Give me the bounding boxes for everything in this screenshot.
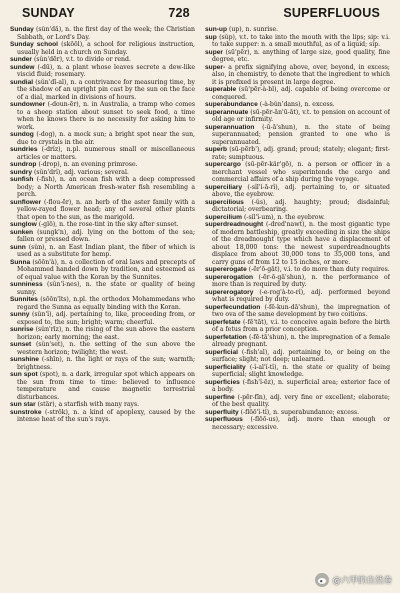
entry-definition: (-e-rog'à-to-rĭ), adj. performed beyond what is required by duty. (212, 288, 390, 303)
dictionary-entry (205, 64, 390, 87)
entry-definition: (-glō), n. the rose-tint in the sky after sunset. (38, 221, 179, 228)
dictionary-entry (205, 146, 390, 161)
entry-definition: (sŭn'dẽr), v.t. to divide or rend. (33, 56, 131, 63)
entry-definition: (skōōl), a school for religious instruction, usually held in a church on Sunday. (17, 41, 195, 56)
entry-definition: (-drĭz), n.pl. numerous small or miscellaneous articles or matters. (17, 146, 195, 161)
entry-definition: (sū'pẽr-à-bl), adj. capable of being overcome or conquered. (212, 86, 390, 101)
page-header (10, 6, 390, 26)
entry-headword: sunder (10, 56, 32, 63)
entry-headword: sunshine (10, 356, 39, 363)
left-column (10, 26, 195, 586)
entry-definition: (sōōn'īts), n.pl. the orthodox Mohammedans who regard the Sunna as equally binding with the Koran. (17, 296, 195, 311)
entry-headword: supercilious (205, 198, 244, 206)
entry-headword: superfetation (205, 333, 247, 341)
watermark-text: @六甲的自然卷 (332, 576, 392, 586)
entry-headword: sundrop (10, 161, 37, 168)
dictionary-entry (10, 259, 195, 282)
dictionary-entry (10, 341, 195, 356)
dictionary-entry (205, 221, 390, 266)
dictionary-entry (10, 244, 195, 259)
dictionary-entry (205, 334, 390, 349)
entry-definition: (sōōn'à), n. a collection of oral laws and precepts of Mohammed handed down by tradition, and esteemed as of equal value with the Koran by the Sunnites. (17, 258, 195, 281)
dictionary-entry (10, 229, 195, 244)
entry-headword: superciliary (205, 183, 243, 191)
dictionary-entry (10, 356, 195, 371)
entry-definition: (-ẽr-ō-gā'shun), n. the performance of more than is required by duty. (212, 273, 390, 288)
dictionary-entry (10, 326, 195, 341)
entry-headword: supercargo (205, 161, 241, 168)
entry-definition: (sŭn'ĭ), adj. pertaining to, like, proceeding from, or exposed to, the sun; bright; warm; cheerful. (17, 311, 195, 326)
dictionary-entry (10, 79, 195, 102)
entry-definition: (spot), n. a dark, irregular spot which appears on the sun from time to time: believed to influence temperature and cause magnetic terrestrial disturbances. (17, 371, 196, 401)
entry-headword: superannuation (205, 123, 255, 131)
entry-headword: sundog (10, 131, 34, 138)
entry-definition: (sū-pẽr-ăn'ū-āt), v.t. to pension on account of old age or infirmity. (212, 108, 390, 123)
page-number: 728 (168, 6, 190, 20)
entry-headword: sunn (10, 243, 26, 251)
dictionary-entry (10, 101, 195, 131)
dictionary-entry (205, 394, 390, 409)
entry-definition: (up), n. sunrise. (228, 26, 279, 33)
right-column (205, 26, 390, 586)
entry-definition: (-fish), n. an ocean fish with a deep compressed body; a North American fresh-water fish resembling a perch. (17, 176, 195, 198)
entry-definition: (-à-bŭn'dans), n. excess. (259, 101, 335, 108)
dictionary-entry (10, 176, 195, 199)
dictionary-entry (205, 409, 390, 417)
dictionary-entry (205, 349, 390, 364)
entry-definition: (-ĭ-al'ĭ-tĭ), n. the state or quality of being superficial; slight knowledge. (212, 363, 390, 378)
dictionary-entry (10, 131, 195, 146)
entry-headword: sunny (10, 311, 30, 318)
entry-headword: sun spot (10, 371, 38, 378)
entry-headword: superficies (205, 378, 240, 386)
entry-definition: (-fish'al), adj. pertaining to, or being on the surface; slight; not deep; unlearned. (212, 348, 390, 363)
entry-headword: superdreadnought (205, 221, 264, 228)
entry-definition: (sŭn'dī-al), n. a contrivance for measuring time, by the shadow of an upright pin cast by the sun on the face of a dial, marked in divisions of hours. (17, 78, 195, 101)
entry-headword: sunglow (10, 221, 37, 228)
dictionary-entry (205, 364, 390, 379)
entry-definition: (-ū-ā'shun), n. the state of being superannuated; pension granted to one who is superannuated. (212, 123, 390, 146)
entry-definition: (sŭp), v.t. to take into the mouth with the lips; sip: v.i. to take supper: n. a small mouthful, as of a liquid; sip. (212, 33, 390, 48)
entry-definition: (sungk'n), adj. lying on the bottom of the sea; fallen or pressed down. (17, 228, 196, 243)
dictionary-entry (10, 169, 195, 177)
dictionary-entry (10, 26, 195, 41)
dictionary-entry (205, 416, 390, 431)
dictionary-entry (205, 34, 390, 49)
dictionary-entry (10, 221, 195, 229)
entry-columns (10, 26, 390, 586)
entry-headword: supererogate (205, 266, 247, 273)
entry-headword: superfetate (205, 318, 241, 326)
entry-definition: (sū-pẽr-kär'gō), n. a person or officer in a merchant vessel who superintends the cargo and commercial affairs of a ship during the voyage. (212, 161, 390, 183)
dictionary-entry (205, 274, 390, 289)
entry-headword: Sunnites (10, 296, 38, 303)
entry-headword: superfluous (205, 416, 243, 423)
entry-definition: (-fē'tāt), v.i. to conceive again before the birth of a fetus from a prior conception. (212, 318, 390, 333)
entry-definition: (-doun-ẽr), n. in Australia, a tramp who comes to a sheep station about sunset to seek food, a time when he knows there is no necessity for asking him to work. (17, 101, 196, 131)
dictionary-entry (205, 101, 390, 109)
entry-headword: sunfish (10, 176, 34, 183)
dictionary-entry (10, 296, 195, 311)
entry-definition: (-strōk), n. a kind of apoplexy, caused by the intense heat of the sun's rays. (17, 408, 195, 423)
entry-headword: superb (205, 146, 227, 153)
entry-headword: superabundance (205, 101, 258, 108)
dictionary-entry (205, 49, 390, 64)
dictionary-entry (205, 86, 390, 101)
entry-definition: (-flou-ẽr), n. an herb of the aster family with a yellow-rayed flower head; any of several other plants that open to the sun, as the marigold. (17, 198, 196, 221)
entry-definition: (stär), a starfish with many rays. (37, 401, 140, 408)
entry-definition: (sŭn), n. an East Indian plant, the fiber of which is used as a substitute for hemp. (17, 243, 195, 258)
entry-definition: (-fish'ĭ-ēz), n. superficial area; exterior face of a body. (212, 378, 390, 393)
entry-definition: (-dred'nawt), n. the most gigantic type of modern battleship, greatly exceeding in size the ships of the dreadnought type which have a displacement of about 18,000 tons: the newest superdreadnoughts displace from about 30,000 tons to 35,000 tons, and carry guns of from 12 to 15 inches, or more. (212, 221, 390, 266)
dictionary-entry (10, 41, 195, 56)
entry-definition: (-ŭs), adj. haughty; proud; disdainful; dictatorial; overbearing. (212, 198, 390, 213)
entry-definition: (-fē-kun-dā'shun), the impregnation of two ova of the same development by two coitions. (212, 303, 390, 318)
entry-definition: (sŭn'drĭ), adj. various; several. (33, 168, 129, 176)
entry-headword: sundial (10, 78, 34, 86)
entry-headword: sundowner (10, 101, 46, 108)
entry-definition: (sŭn'set), n. the setting of the sun above the western horizon; twilight; the west. (17, 341, 196, 356)
entry-headword: Sunday (10, 26, 34, 33)
dictionary-entry (205, 304, 390, 319)
entry-definition: (-pẽr-fīn), adj. very fine or excellent; elaborate; of the best quality. (212, 393, 390, 408)
entry-definition: (sŭn'ĭ-nes), n. the state or quality of being sunny. (17, 281, 195, 296)
entry-headword: sunrise (10, 326, 34, 333)
entry-headword: Sunday school (10, 41, 59, 48)
entry-definition: (sū-pẽrb'), adj. grand; proud; stately; elegant; first-rate; sumptuous. (212, 146, 390, 161)
entry-headword: sunset (10, 341, 32, 348)
entry-definition: (-ẽr'ō-gāt), v.i. to do more than duty requires. (248, 266, 390, 273)
entry-headword: superfecundation (205, 303, 261, 311)
entry-headword: superfluity (205, 408, 239, 416)
dictionary-entry (10, 409, 195, 424)
entry-definition: (-fē-tā'shun), n. the impregnation of a female already pregnant. (212, 333, 390, 348)
entry-definition: (sŭn'dā), n. the first day of the week; the Christian Sabbath, or Lord's Day. (17, 26, 196, 41)
entry-definition: (sū'pẽr), n. anything of large size, good quality, fine degree, etc. (212, 48, 390, 63)
dictionary-entry (205, 184, 390, 199)
weibo-logo-icon (315, 573, 329, 587)
dictionary-entry (205, 266, 390, 274)
dictionary-entry (10, 371, 195, 401)
entry-definition: (-flōō'ĭ-tĭ), n. superabundance; excess. (240, 408, 360, 416)
entry-headword: superficial (205, 348, 238, 356)
entry-headword: sun-up (205, 26, 227, 33)
dictionary-entry (205, 124, 390, 147)
dictionary-entry (205, 319, 390, 334)
entry-definition: (-dū), n. a plant whose leaves secrete a dew-like viscid fluid; rosemary. (17, 63, 195, 78)
entry-definition: (-dog), n. a mock sun; a bright spot near the sun, due to crystals in the air. (17, 131, 196, 146)
entry-headword: sunflower (10, 198, 42, 206)
entry-headword: sunstroke (10, 408, 42, 416)
entry-definition: (-flōō-us), adj. more than enough or necessary; excessive. (212, 416, 390, 431)
entry-headword: sup (205, 33, 217, 41)
entry-headword: sun star (10, 401, 36, 408)
entry-headword: superficiality (205, 363, 246, 371)
entry-definition: (-drop), n. an evening primrose. (38, 161, 138, 168)
entry-definition: (-sĭl'ĭ-um), n. the eyebrow. (243, 213, 325, 221)
dictionary-entry (205, 109, 390, 124)
dictionary-entry (10, 146, 195, 161)
header-left-guide-word: SUNDAY (22, 6, 75, 20)
entry-headword: superable (205, 86, 237, 93)
dictionary-entry (10, 161, 195, 169)
dictionary-entry (10, 401, 195, 409)
entry-headword: sundry (10, 168, 32, 176)
dictionary-entry (10, 64, 195, 79)
entry-headword: sunken (10, 228, 34, 236)
dictionary-entry (10, 311, 195, 326)
dictionary-entry (205, 161, 390, 184)
entry-headword: superfine (205, 393, 235, 401)
dictionary-entry (10, 199, 195, 222)
entry-headword: sundew (10, 63, 35, 71)
entry-headword: super- (205, 63, 226, 71)
dictionary-entry (205, 379, 390, 394)
header-right-guide-word: SUPERFLUOUS (283, 6, 380, 20)
entry-definition: a prefix signifying above, over, beyond, in excess; also, in chemistry, to denote that the ingredient to which it is prefixed is present in large degree. (212, 63, 390, 86)
dictionary-entry (205, 26, 390, 34)
entry-headword: super (205, 48, 223, 56)
entry-headword: superannuate (205, 108, 249, 116)
entry-definition: (sŭn'rīz), n. the rising of the sun above the eastern horizon; early morning; the east. (17, 326, 195, 341)
dictionary-entry (205, 289, 390, 304)
dictionary-entry (205, 214, 390, 222)
entry-definition: (-shīn), n. the light or rays of the sun; warmth; brightness. (17, 356, 196, 371)
entry-headword: supererogatory (205, 288, 254, 296)
dictionary-entry (10, 281, 195, 296)
entry-headword: Sunna (10, 258, 31, 266)
entry-headword: sunniness (10, 281, 43, 288)
dictionary-entry (205, 199, 390, 214)
entry-definition: (-sĭl'ĭ-ā-rĭ), adj. pertaining to, or situated above, the eyebrow. (212, 183, 390, 198)
entry-headword: supererogation (205, 273, 253, 281)
dictionary-entry (10, 56, 195, 64)
watermark (315, 573, 392, 587)
entry-headword: sundries (10, 146, 38, 153)
entry-headword: supercilium (205, 213, 243, 221)
